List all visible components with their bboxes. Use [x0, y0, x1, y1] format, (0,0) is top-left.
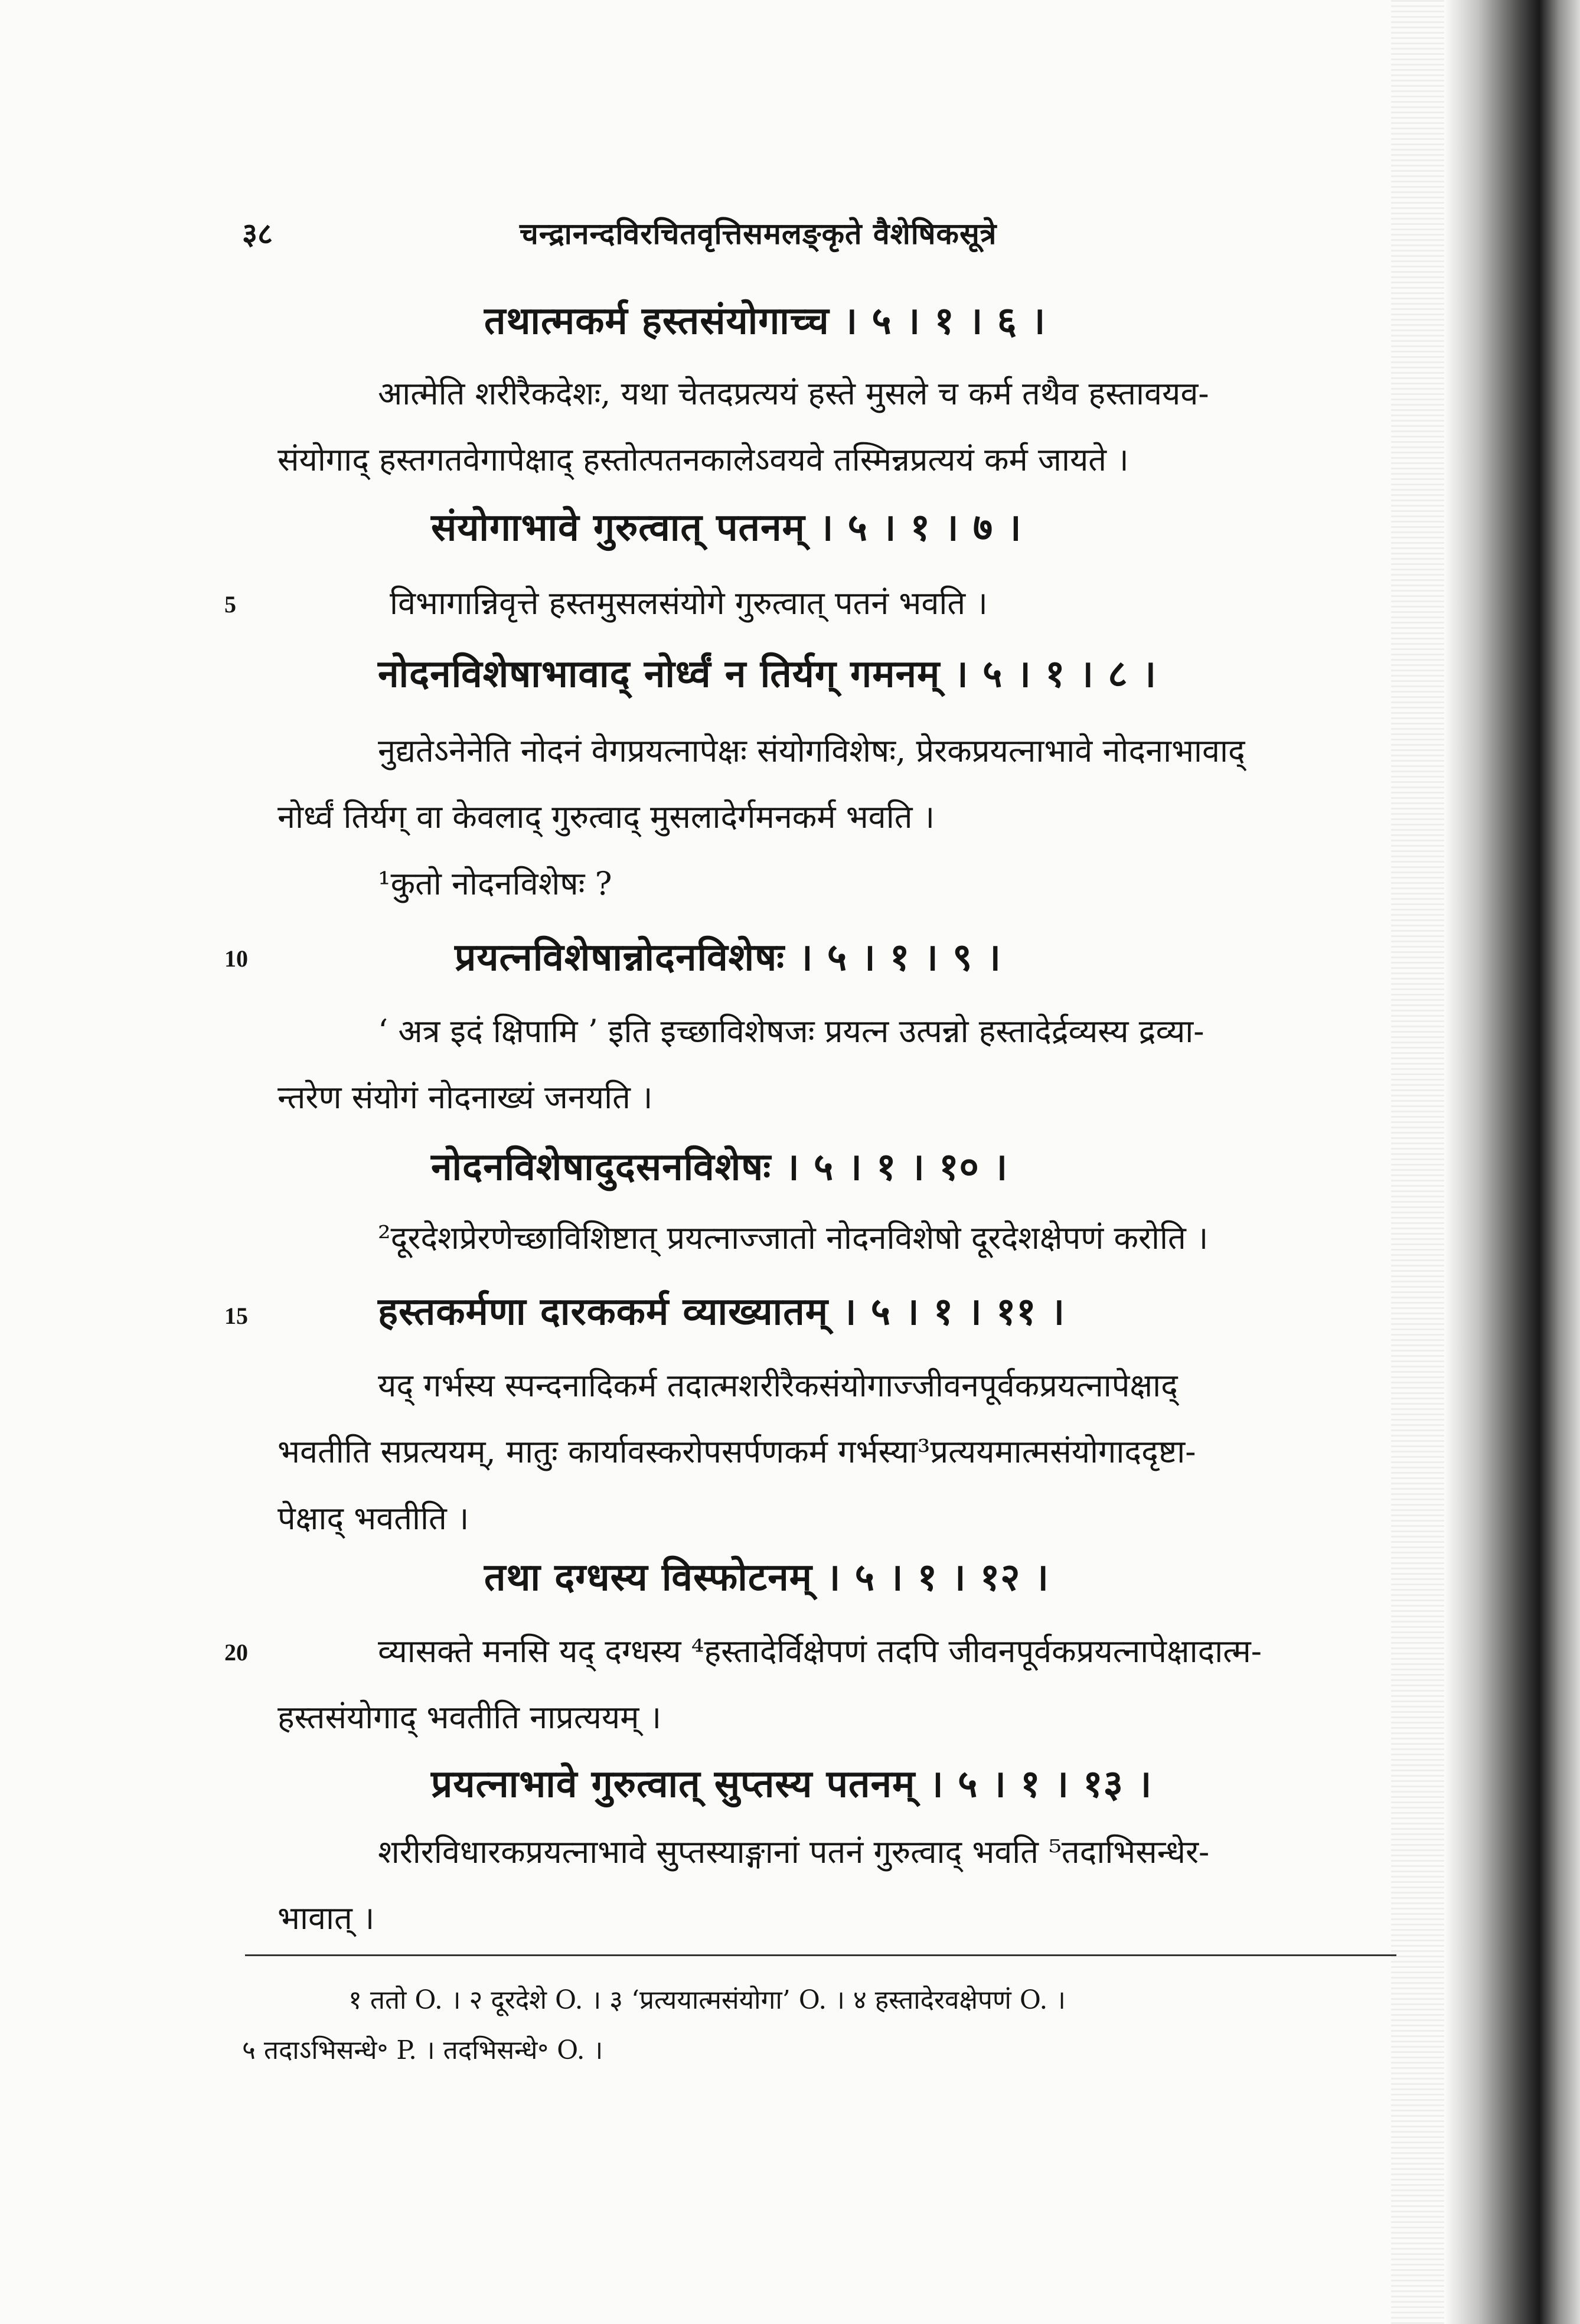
commentary-line: हस्तसंयोगाद् भवतीति नाप्रत्ययम् । [278, 1699, 662, 1736]
margin-line-number: 20 [224, 1639, 248, 1666]
sutra-heading: प्रयत्नाभावे गुरुत्वात् सुप्तस्य पतनम् । ५ । १ । १३ । [431, 1762, 1153, 1806]
commentary-line: ²दूरदेशप्रेरणेच्छाविशिष्टात् प्रयत्नाज्जातो नोदनविशेषो दूरदेशक्षेपणं करोति । [378, 1219, 1209, 1256]
commentary-line: शरीरविधारकप्रयत्नाभावे सुप्तस्याङ्गानां पतनं गुरुत्वाद् भवति ⁵तदाभिसन्धेर- [378, 1833, 1210, 1871]
page-number: ३८ [242, 216, 273, 251]
sutra-heading: नोदनविशेषाभावाद् नोर्ध्वं न तिर्यग् गमनम् । ५ । १ । ८ । [378, 652, 1157, 696]
sutra-heading: हस्तकर्मणा दारककर्म व्याख्यातम् । ५ । १ । ११ । [378, 1290, 1066, 1334]
commentary-line: संयोगाद् हस्तगतवेगापेक्षाद् हस्तोत्पतनकालेऽवयवे तस्मिन्नप्रत्ययं कर्म जायते । [278, 441, 1129, 478]
commentary-line: ‘ अत्र इदं क्षिपामि ’ इति इच्छाविशेषजः प्रयत्न उत्पन्नो हस्तादेर्द्रव्यस्य द्रव्या- [378, 1013, 1204, 1050]
commentary-line: भवतीति सप्रत्ययम्, मातुः कार्यावस्करोपसर्पणकर्म गर्भस्या³प्रत्ययमात्मसंयोगाददृष्टा- [278, 1433, 1196, 1470]
footnote-divider [245, 1954, 1396, 1956]
sutra-heading: तथा दग्धस्य विस्फोटनम् । ५ । १ । १२ । [484, 1555, 1049, 1600]
binding-shadow [1444, 0, 1580, 2324]
margin-line-number: 10 [224, 945, 248, 972]
commentary-line: विभागान्निवृत्ते हस्तमुसलसंयोगे गुरुत्वात् पतनं भवति । [390, 585, 988, 622]
footnote-line: ५ तदाऽभिसन्धे॰ P. । तदभिसन्धे॰ O. । [242, 2035, 603, 2065]
page-header [242, 213, 1364, 260]
commentary-line: आत्मेति शरीरैकदेशः, यथा चेतदप्रत्ययं हस्ते मुसले च कर्म तथैव हस्तावयव- [378, 375, 1209, 412]
sutra-heading: नोदनविशेषादुदसनविशेषः । ५ । १ । १० । [431, 1145, 1008, 1189]
commentary-line: ¹कुतो नोदनविशेषः ? [378, 865, 612, 902]
commentary-line: यद् गर्भस्य स्पन्दनादिकर्म तदात्मशरीरैकसंयोगाज्जीवनपूर्वकप्रयत्नापेक्षाद् [378, 1367, 1178, 1404]
commentary-line: व्यासक्ते मनसि यद् दग्धस्य ⁴हस्तादेर्विक्षेपणं तदपि जीवनपूर्वकप्रयत्नापेक्षादात्म- [378, 1633, 1262, 1670]
commentary-line: भावात् । [278, 1899, 375, 1937]
margin-line-number: 5 [224, 591, 236, 618]
running-head: चन्द्रानन्दविरचितवृत्तिसमलङ्कृते वैशेषिकसूत्रे [520, 216, 997, 251]
commentary-line: न्तरेण संयोगं नोदनाख्यं जनयति । [278, 1079, 653, 1116]
sutra-heading: तथात्मकर्म हस्तसंयोगाच्च । ५ । १ । ६ । [484, 299, 1046, 343]
commentary-line: नोर्ध्वं तिर्यग् वा केवलाद् गुरुत्वाद् मुसलादेर्गमनकर्म भवति । [278, 798, 935, 835]
margin-line-number: 15 [224, 1303, 248, 1329]
sutra-heading: संयोगाभावे गुरुत्वात् पतनम् । ५ । १ । ७ । [431, 505, 1022, 550]
commentary-line: नुद्यतेऽनेनेति नोदनं वेगप्रयत्नापेक्षः संयोगविशेषः, प्रेरकप्रयत्नाभावे नोदनाभावाद् [378, 732, 1245, 769]
commentary-line: पेक्षाद् भवतीति । [278, 1500, 469, 1537]
sutra-heading: प्रयत्नविशेषान्नोदनविशेषः । ५ । १ । ९ । [455, 935, 1001, 980]
binding-shadow-speckle [1391, 0, 1444, 2324]
footnote-line: १ ततो O. । २ दूरदेशे O. । ३ ‘प्रत्ययात्मसंयोगा’ O. । ४ हस्तादेरवक्षेपणं O. । [348, 1985, 1066, 2015]
